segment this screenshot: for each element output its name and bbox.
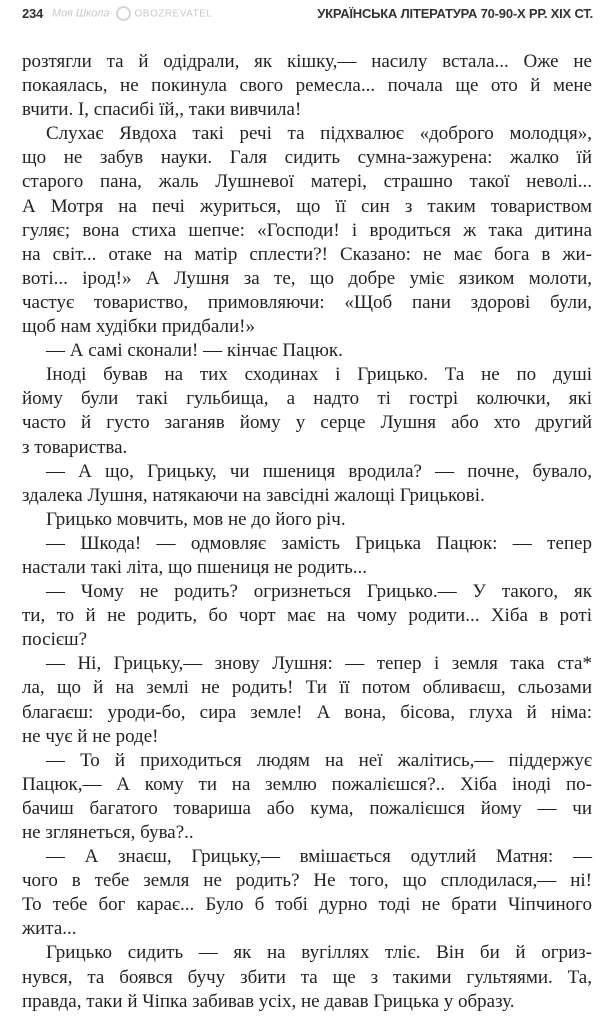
text-line: настали такі літа, що пшениця не родить... (22, 556, 367, 578)
text-line: покаялась, не покинула свого ремесла... почала ще ото й мене (22, 75, 592, 97)
text-line: правда, таки й Чіпка забивав усіх, не давав Грицька у образу. (22, 990, 515, 1012)
paragraph (22, 749, 592, 845)
text-line: Слухає Явдоха такі речі та підхвалює «доброго молодця», (46, 123, 592, 145)
paragraph (22, 508, 592, 532)
text-line: старого пана, жаль Лушневої матері, страшно такої неволі... (22, 171, 592, 193)
text-line: — Шкода! — одмовляє замість Грицька Пацюк: — тепер (46, 532, 592, 554)
text-line: бачиш багатого товариша або кума, пожалієшся йому — чи (22, 797, 592, 819)
text-line: з товариства. (22, 436, 128, 458)
text-line: — А що, Грицьку, чи пшениця вродила? — почне, бувало, (46, 460, 592, 482)
paragraph (22, 532, 592, 580)
text-line: — То й приходиться людям на неї жалітись,— піддержує (46, 749, 592, 771)
watermark-text: Моя Школа (52, 7, 110, 20)
text-line: А Мотря на печі журиться, що її син з таким товариством (22, 195, 592, 217)
text-line: йому були такі гульбища, а надто ті гострі колючки, які (22, 388, 592, 410)
running-title: УКРАЇНСЬКА ЛІТЕРАТУРА 70-90-Х РР. XIX СТ. (317, 6, 593, 21)
text-line: жита... (22, 918, 77, 940)
text-line: То тебе бог карає... Було б тобі дурно тоді не брати Чіпчиного (22, 894, 592, 916)
text-line: Грицько сидить — як на вугіллях тліє. Він би й огриз- (46, 942, 592, 964)
paragraph (22, 50, 592, 122)
paragraph (22, 363, 592, 459)
body-text (22, 50, 592, 1014)
text-line: — А знаєш, Грицьку,— вмішається одутлий Матня: — (46, 846, 592, 868)
text-line: благаєш: уроди-бо, сира земле! А вона, бісова, глуха й німа: (22, 701, 592, 723)
paragraph (22, 122, 592, 339)
text-line: посієш? (22, 629, 88, 651)
text-line: ти, то й не родить, бо чорт має на чому родити... Хіба в роті (22, 605, 592, 627)
text-line: не зглянеться, бува?.. (22, 822, 194, 843)
text-line: ла, що й на землі не родить! Ти її потом обливаєш, сльозами (22, 677, 592, 699)
text-line: вчити. І, спасибі їй,, таки вивчила! (22, 99, 302, 121)
text-line: — А самі сконали! — кінчає Пацюк. (46, 340, 343, 362)
text-line: не чує й не роде! (22, 725, 159, 747)
text-line: Грицько мовчить, мов не до його річ. (46, 508, 346, 530)
text-line: гуляє; вона стиха шепче: «Господи! і вродиться ж така дитина (22, 219, 592, 241)
text-line: Іноді бував на тих сходинах і Грицько. Та не по душі (46, 364, 592, 386)
watermark-brand: OBOZREVATEL (134, 8, 213, 20)
text-line: що не забув науки. Галя сидить сумна-зажурена: жалко їй (22, 147, 592, 169)
paragraph (22, 941, 592, 1013)
obozrevatel-logo-icon (116, 6, 131, 21)
paragraph (22, 652, 592, 748)
text-line: здалека Лушня, натякаючи на завсідні жалощі Грицькові. (22, 484, 485, 506)
text-line: щоб нам худібки придбали!» (22, 316, 256, 338)
page-number: 234 (22, 6, 44, 21)
text-line: на світ... отаке на матір сплести?! Сказано: не має бога в жи- (22, 243, 592, 265)
text-line: чого в тебе земля не родить? Не того, що сплодилася,— ні! (22, 870, 592, 892)
paragraph (22, 580, 592, 652)
text-line: — Ні, Грицьку,— знову Лушня: — тепер і земля така ста* (46, 653, 592, 675)
watermark-logo (52, 6, 212, 21)
text-line: воті... ірод!» А Лушня за те, що добре уміє язиком молоти, (22, 267, 592, 289)
paragraph (22, 460, 592, 508)
text-line: — Чому не родить? огризнеться Грицько.— У такого, як (46, 581, 592, 603)
text-line: частує товариство, примовляючи: «Щоб пани здорові були, (22, 291, 592, 313)
paragraph (22, 339, 592, 363)
text-line: Пацюк,— А кому ти на землю пожалієшся?.. Хіба іноді по- (22, 773, 592, 795)
text-line: часто й густо заганяв йому у серце Лушня або хто другий (22, 412, 592, 434)
paragraph (22, 845, 592, 941)
text-line: нувся, та боявся бучу збити та ще з такими гультяями. Та, (22, 966, 592, 988)
text-line: розтягли та й одідрали, як кішку,— насилу встала... Оже не (22, 51, 592, 72)
